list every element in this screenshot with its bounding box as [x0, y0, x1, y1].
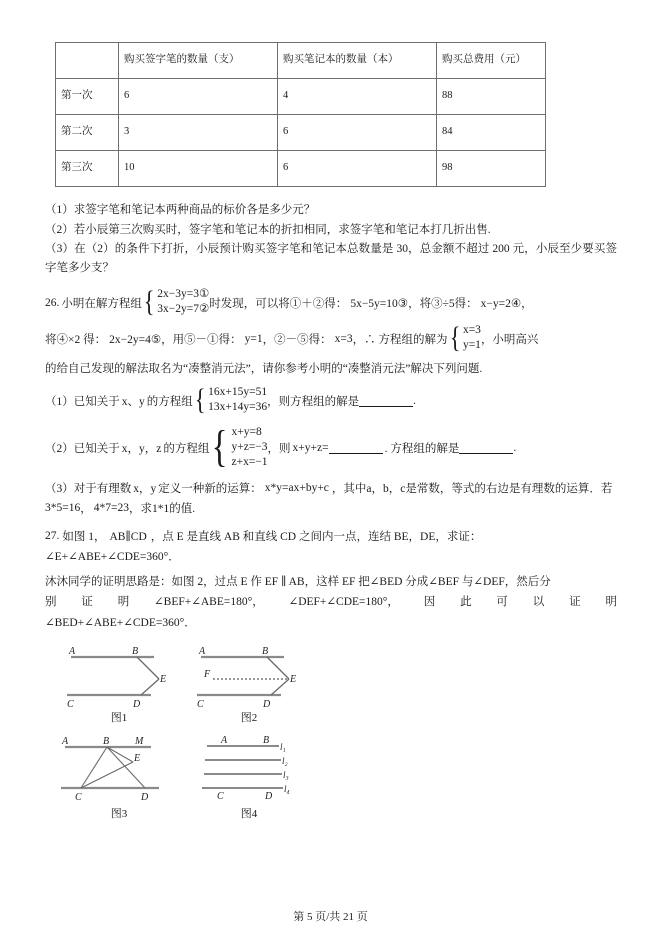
svg-text:l₂: l₂ [282, 755, 288, 766]
q26-sub2-g: . [513, 442, 517, 455]
q26-line2-a: 将④×2 得： [45, 333, 107, 346]
q27-line3b [45, 593, 617, 612]
svg-text:C: C [217, 790, 224, 802]
q26-line3: 的给自己发现的解法取名为“凑整消元法”，请你参考小明的“凑整消元法”解决下列问题. [45, 362, 483, 375]
q26-line2-e: ，②－⑤得： [262, 333, 332, 346]
figure-3 [59, 733, 179, 821]
figure-2 [189, 641, 309, 725]
svg-text:C: C [67, 698, 74, 709]
figure-2-svg [189, 641, 309, 709]
q27-w5: 因 [423, 595, 436, 608]
table-cell-pens: 10 [119, 151, 278, 187]
q26-sub2-vars: x，y，z [121, 443, 162, 456]
q26-sub2-d: ，则 [267, 443, 291, 456]
svg-text:A: A [221, 734, 228, 746]
svg-text:D: D [265, 790, 273, 802]
q26-step1: 5x−5y=10③ [350, 297, 409, 310]
svg-text:l₁: l₁ [280, 741, 286, 752]
table-cell-books: 6 [278, 151, 437, 187]
brace-icon: { [212, 422, 228, 472]
q27-line1-c: ，点 E 是直线 AB 和直线 CD 之间内一点，连结 BE，DE，求证： [150, 531, 482, 544]
q25-part3: （3）在（2）的条件下打折，小辰预计购买签字笔和笔记本总数量是 30，总金额不超过 200 元，小辰至少要买签字笔多少支？ [45, 243, 617, 274]
table-cell-total: 98 [437, 151, 546, 187]
q26-line2-h: ，小明高兴 [480, 333, 539, 346]
svg-text:F: F [204, 668, 211, 680]
table-header-cell-blank [56, 43, 119, 79]
svg-text:M: M [135, 735, 144, 747]
svg-text:E: E [290, 673, 297, 685]
table-header-row [56, 43, 546, 79]
svg-text:A: A [199, 645, 206, 657]
svg-text:A: A [69, 645, 76, 657]
q26-eq1: 2x−3y=3① [157, 287, 210, 300]
svg-text:B: B [103, 735, 110, 747]
q26-lead: 小明在解方程组 [61, 297, 142, 310]
table-cell-books: 4 [278, 79, 437, 115]
q26-sub1-system [193, 385, 267, 415]
purchase-table [55, 42, 546, 187]
svg-text:E: E [134, 752, 141, 764]
table-cell-pens: 6 [119, 79, 278, 115]
q27-line4: ∠BED+∠ABE+∠CDE=360°． [45, 617, 196, 630]
svg-text:D: D [141, 791, 149, 803]
svg-text:l₄: l₄ [284, 783, 290, 794]
table-cell-pens: 3 [119, 115, 278, 151]
q26-sub3-a: （3）对于有理数 [45, 483, 132, 496]
figure-1-caption: 图1 [110, 711, 128, 724]
q26-sub1-eq2: 13x+14y=36 [208, 401, 268, 414]
q27-w4: ∠DEF+∠CDE=180°， [288, 595, 399, 608]
q26-sol-1: x=3 [462, 323, 481, 336]
q27-w7: 可 [496, 595, 508, 608]
purchase-table-wrapper [45, 42, 617, 187]
table-row [56, 115, 546, 151]
q26-line2-f: x=3 [334, 332, 353, 345]
figure-4 [189, 733, 309, 821]
question-27 [45, 528, 617, 633]
svg-text:l₃: l₃ [283, 769, 289, 780]
svg-text:D: D [263, 698, 271, 709]
table-cell-label: 第二次 [56, 115, 119, 151]
q27-w6: 此 [460, 595, 472, 608]
q27-line2: ∠E+∠ABE+∠CDE=360°． [45, 551, 180, 564]
table-row [56, 151, 546, 187]
table-cell-label: 第三次 [56, 151, 119, 187]
q26-sub3-g: 是常数，等式的右边是有理数的运算．若 [405, 483, 613, 496]
svg-text:E: E [160, 673, 167, 685]
q26-sub3-h: 3*5=16 [45, 502, 81, 515]
table-header-cell-total: 购买总费用（元） [437, 43, 546, 79]
q27-line3a: 沐沐同学的证明思路是：如图 2，过点 E 作 EF ∥ AB，这样 EF 把∠BED 分成∠BEF 与∠DEF，然后分 [45, 575, 551, 588]
answer-blank[interactable] [459, 442, 513, 454]
q26-eq2: 3x−2y=7② [157, 302, 210, 315]
q27-w3: ∠BEF+∠ABE=180°， [154, 595, 264, 608]
answer-blank[interactable] [359, 395, 413, 407]
q26-sub3-j: 4*7=23 [93, 502, 129, 515]
page-footer: 第 5 页/共 21 页 [293, 911, 368, 923]
svg-text:C: C [75, 791, 82, 803]
q26-sub2-eq1: x+y=8 [231, 426, 262, 439]
figure-4-svg [189, 733, 309, 805]
q26-sub2-eq2: y+z=−3 [231, 440, 268, 453]
svg-text:D: D [133, 698, 141, 709]
q26-sub3-e: ，其中 [331, 483, 367, 496]
q26-sub2-f: . 方程组的解是 [384, 443, 460, 456]
q26-after-system: 时发现，可以将①＋②得： [209, 297, 348, 310]
q26-line2-c: ，用⑤－①得： [161, 333, 242, 346]
answer-blank[interactable] [329, 442, 383, 454]
q26-sub2-system [209, 422, 268, 472]
figure-3-caption: 图3 [110, 807, 128, 820]
table-cell-total: 88 [437, 79, 546, 115]
q26-sub3-k: ，求1*1的值. [129, 503, 196, 516]
q26-sub3-d: x*y=ax+by+c [264, 482, 329, 495]
q26-sub3-c: 定义一种新的运算： [158, 483, 262, 496]
svg-text:A: A [62, 735, 69, 747]
brace-icon: { [194, 383, 206, 417]
page-content [45, 42, 617, 821]
q26-sub1-d: ，则方程组的解是 [267, 396, 360, 409]
q26-sub1-e: . [413, 395, 417, 408]
q27-line1-a: 如图 1， [62, 531, 106, 544]
svg-text:B: B [132, 645, 139, 657]
figure-2-caption: 图2 [240, 711, 258, 724]
q26-step1-sep: ，将③÷5得： [408, 297, 478, 310]
q26-sub1-vars: x、y [121, 396, 145, 409]
q27-w0: 别 [45, 595, 57, 608]
table-cell-books: 6 [278, 115, 437, 151]
svg-text:C: C [197, 698, 204, 709]
q26-sub2-c: 的方程组 [163, 443, 210, 456]
brace-icon: { [449, 320, 461, 354]
q27-w9: 证 [569, 595, 581, 608]
q26-sol-2: y=1 [462, 338, 481, 351]
table-header-cell-books: 购买笔记本的数量（本） [278, 43, 437, 79]
q27-number: 27. [45, 530, 60, 543]
table-cell-total: 84 [437, 115, 546, 151]
q26-sub1-c: 的方程组 [146, 396, 193, 409]
q26-sub1-eq1: 16x+15y=51 [208, 386, 268, 399]
q26-sub3-i: ， [80, 503, 92, 516]
q26-system-lead [142, 284, 210, 318]
table-cell-label: 第一次 [56, 79, 119, 115]
q26-sub2-e: x+y+z= [292, 442, 329, 455]
figure-3-svg [59, 733, 179, 805]
q26-line2-b: 2x−2y=4⑤ [109, 333, 162, 346]
brace-icon: { [143, 284, 155, 318]
q25-part1: （1）求签字笔和笔记本两种商品的标价各是多少元？ [45, 204, 316, 216]
q26-number: 26. [45, 296, 60, 309]
q26-sub2-a: （2）已知关于 [45, 443, 120, 456]
q26-solution-system [448, 320, 481, 354]
q26-line2-g: ，∴ 方程组的解为 [352, 333, 448, 346]
q27-w1: 证 [81, 595, 93, 608]
figure-1-svg [59, 641, 179, 709]
figure-row-top [59, 641, 319, 725]
q26-step2: x−y=2④， [480, 297, 533, 310]
q26-line2-d: y=1 [244, 332, 263, 345]
q26-sub3-vars: x，y [133, 483, 157, 496]
question-26 [45, 284, 617, 517]
figure-1 [59, 641, 179, 725]
figure-4-caption: 图4 [240, 807, 258, 820]
table-row [56, 79, 546, 115]
q27-w10: 明 [605, 595, 617, 608]
figure-row-bottom [59, 733, 319, 821]
q27-parallel-expr: AB∥CD [109, 531, 147, 544]
q27-w2: 明 [117, 595, 130, 608]
q26-sub2-eq3: z+x=−1 [231, 455, 268, 468]
q25-part2: （2）若小辰第三次购买时，签字笔和笔记本的折扣相同，求签字笔和笔记本打几折出售. [45, 223, 491, 236]
svg-text:B: B [263, 734, 270, 746]
q26-sub3-f: a，b，c [366, 483, 406, 496]
table-header-cell-pens: 购买签字笔的数量（支） [119, 43, 278, 79]
q26-sub1-a: （1）已知关于 [45, 396, 120, 409]
q27-w8: 以 [532, 595, 545, 608]
svg-text:B: B [262, 645, 269, 657]
figure-group [59, 641, 319, 821]
